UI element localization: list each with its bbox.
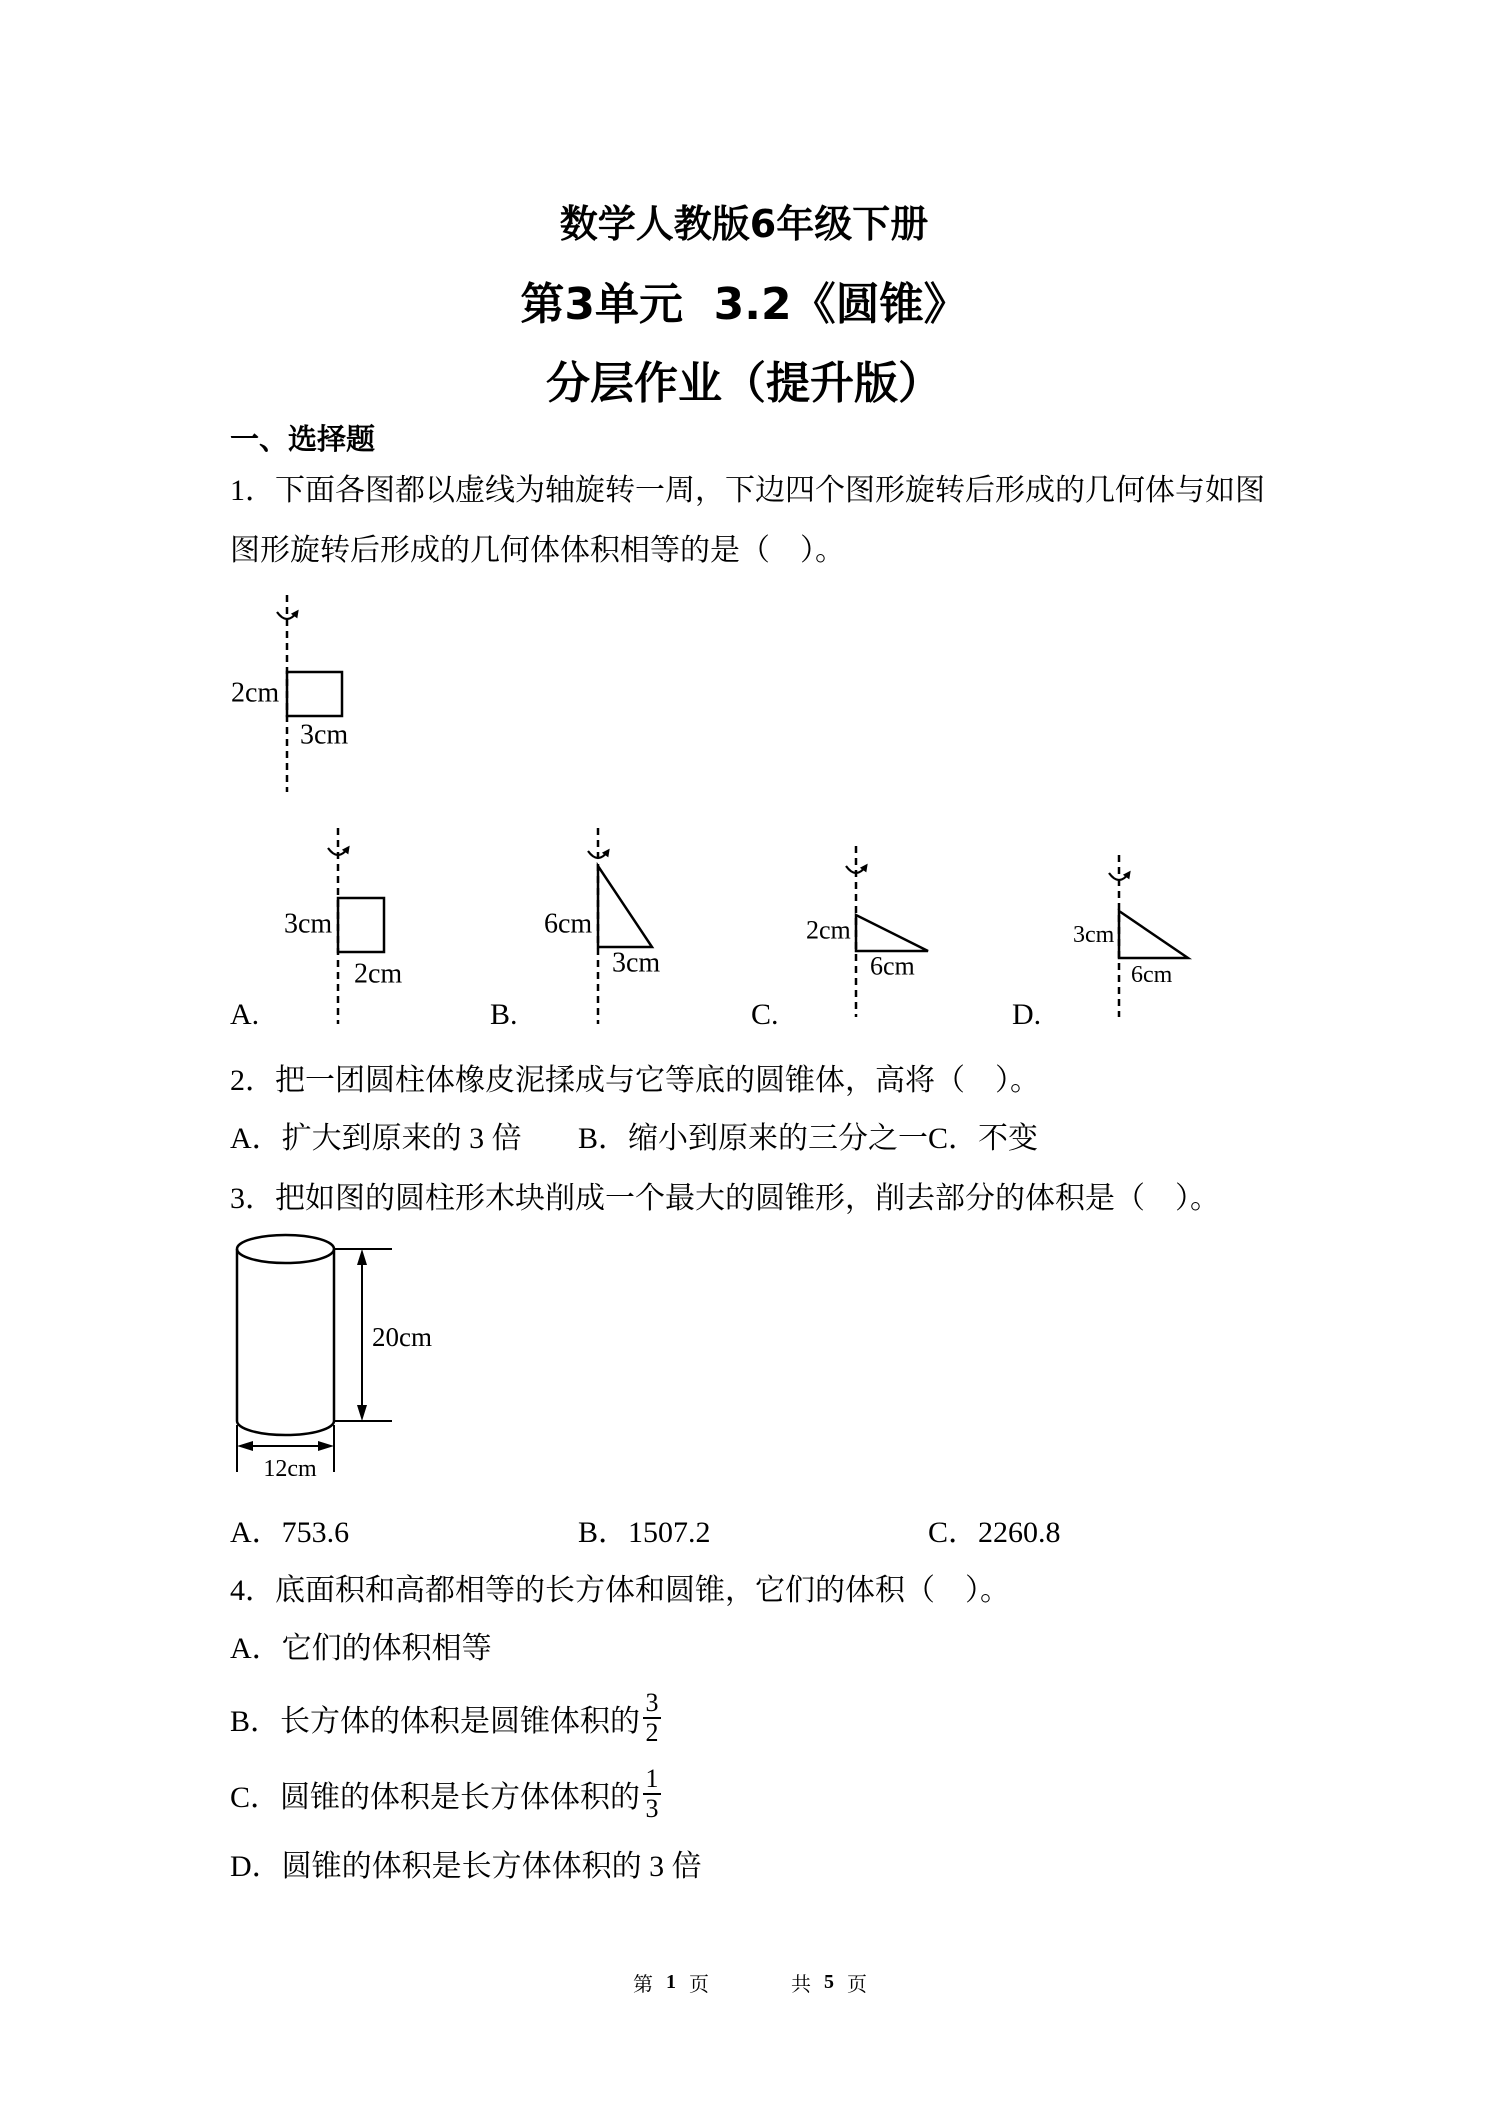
q3-option-a: A．753.6 bbox=[230, 1516, 350, 1549]
rectangle-shape bbox=[338, 898, 384, 952]
q1-option-d-label: D. bbox=[1012, 998, 1042, 1031]
q1-option-c-label: C. bbox=[751, 998, 779, 1031]
q2-option-b: B．缩小到原来的三分之一 bbox=[578, 1122, 929, 1155]
q1-stem-line2: 图形旋转后形成的几何体体积相等的是（ ）。 bbox=[230, 534, 845, 567]
base-label: 6cm bbox=[1131, 962, 1173, 988]
triangle-shape bbox=[856, 915, 928, 951]
arrow-right-icon bbox=[318, 1441, 334, 1451]
arrow-down-icon bbox=[357, 1405, 367, 1421]
q3-option-c: C．2260.8 bbox=[928, 1516, 1061, 1549]
fraction-denominator: 3 bbox=[645, 1794, 659, 1823]
q4-option-d: D．圆锥的体积是长方体体积的 3 倍 bbox=[230, 1850, 702, 1883]
total-count: 5 bbox=[824, 1970, 834, 1993]
base-label: 6cm bbox=[870, 951, 915, 981]
q4-option-a: A．它们的体积相等 bbox=[230, 1632, 492, 1665]
total-suffix: 页 bbox=[847, 1973, 867, 1996]
diameter-label: 12cm bbox=[263, 1456, 317, 1482]
total-prefix: 共 bbox=[791, 1973, 811, 1996]
fraction-denominator: 2 bbox=[645, 1718, 659, 1747]
q1-option-b-label: B. bbox=[490, 998, 518, 1031]
triangle-shape bbox=[598, 866, 652, 947]
arrow-up-icon bbox=[357, 1249, 367, 1265]
q4-stem: 4．底面积和高都相等的长方体和圆锥，它们的体积（ ）。 bbox=[230, 1574, 1010, 1607]
q2-option-a: A．扩大到原来的 3 倍 bbox=[230, 1122, 522, 1155]
arrow-left-icon bbox=[237, 1441, 253, 1451]
q3-option-b: B．1507.2 bbox=[578, 1516, 711, 1549]
side-label: 3cm bbox=[284, 908, 333, 940]
cylinder-bottom-arc bbox=[237, 1421, 334, 1435]
q1-option-c-figure bbox=[806, 846, 928, 1017]
triangle-shape bbox=[1119, 911, 1188, 958]
q1-option-b-figure bbox=[544, 828, 660, 1024]
page-suffix: 页 bbox=[689, 1973, 709, 1996]
grade-title: 数学人教版6年级下册 bbox=[559, 201, 929, 246]
q2-option-c: C．不变 bbox=[928, 1122, 1039, 1155]
q1-option-d-figure bbox=[1073, 855, 1188, 1017]
q3-stem: 3．把如图的圆柱形木块削成一个最大的圆锥形，削去部分的体积是（ ）。 bbox=[230, 1182, 1220, 1215]
q1-option-a-figure bbox=[284, 828, 402, 1024]
section-title: 一、选择题 bbox=[230, 421, 376, 456]
current-page: 1 bbox=[666, 1970, 676, 1993]
q4-option-c-text: C．圆锥的体积是长方体体积的 bbox=[230, 1781, 641, 1814]
q4-option-b-text: B．长方体的体积是圆锥体积的 bbox=[230, 1705, 641, 1738]
width-label: 3cm bbox=[300, 719, 349, 751]
q1-stem-line1: 1．下面各图都以虚线为轴旋转一周，下边四个图形旋转后形成的几何体与如图 bbox=[230, 474, 1265, 507]
page-prefix: 第 bbox=[633, 1973, 653, 1996]
fraction-numerator: 3 bbox=[645, 1688, 659, 1717]
total-pages bbox=[791, 1970, 867, 1994]
q2-stem: 2．把一团圆柱体橡皮泥揉成与它等底的圆锥体，高将（ ）。 bbox=[230, 1064, 1040, 1097]
q1-reference-figure bbox=[231, 595, 348, 792]
base-label: 3cm bbox=[612, 947, 661, 979]
fraction-numerator: 1 bbox=[645, 1764, 659, 1793]
height-label: 2cm bbox=[231, 677, 280, 709]
height-label: 20cm bbox=[372, 1322, 432, 1352]
side-label: 2cm bbox=[806, 915, 851, 945]
side-label: 3cm bbox=[1073, 922, 1115, 948]
homework-title: 分层作业（提升版） bbox=[546, 358, 942, 409]
q1-option-a-label: A. bbox=[230, 998, 260, 1031]
unit-title: 第3单元 3.2《圆锥》 bbox=[520, 279, 968, 330]
side-label: 6cm bbox=[544, 908, 593, 940]
q3-cylinder-figure bbox=[237, 1235, 432, 1482]
cylinder-top bbox=[237, 1235, 334, 1263]
page-number bbox=[633, 1970, 709, 1994]
base-label: 2cm bbox=[354, 958, 403, 990]
rectangle-shape bbox=[287, 672, 342, 716]
